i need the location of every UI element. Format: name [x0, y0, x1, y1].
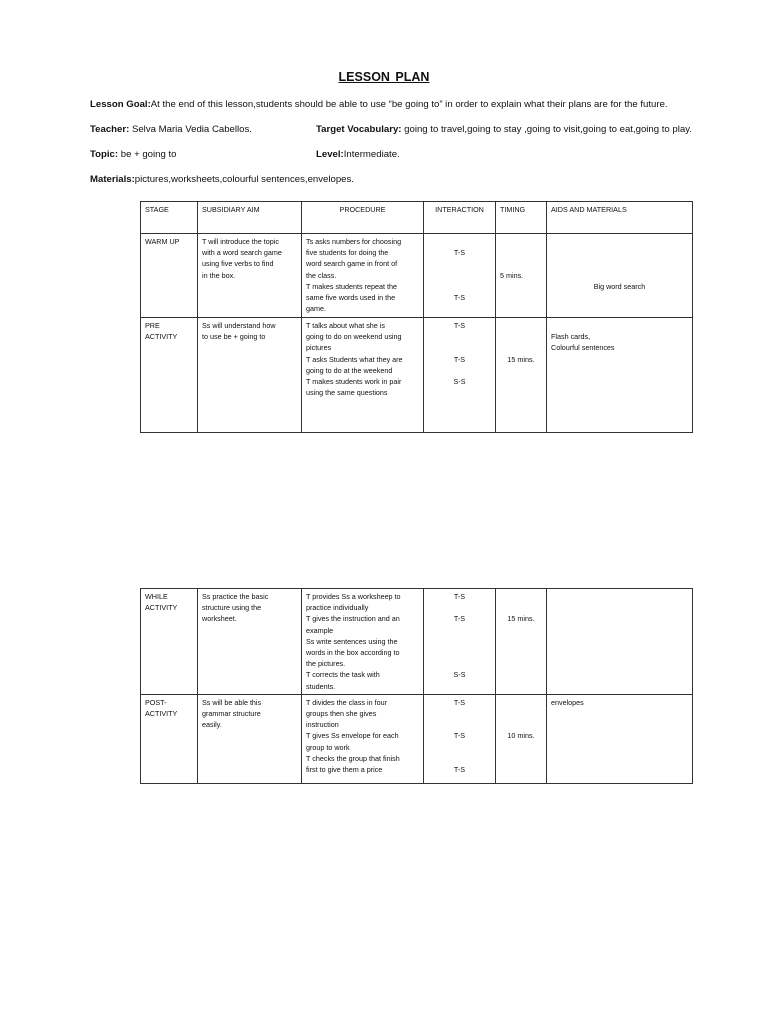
warmup-procedure — [302, 234, 424, 318]
post-aim-line: Ss will be able this — [202, 697, 262, 707]
while-aids — [547, 589, 693, 695]
post-procedure-line: T divides the class in four — [306, 697, 387, 707]
target-vocabulary-label: Target Vocabulary: — [316, 124, 402, 135]
pre-procedure-line: T makes students work in pair — [306, 377, 402, 387]
warmup-procedure-line: game. — [306, 304, 326, 314]
post-aim — [198, 694, 302, 783]
lesson-goal-line — [90, 99, 668, 110]
while-stage-line: ACTIVITY — [145, 603, 178, 613]
warmup-interaction-value: T-S — [453, 248, 466, 258]
page-title: LESSON PLAN — [338, 70, 430, 84]
pre-aids-line: Flash cards, — [551, 332, 591, 342]
post-procedure-line: groups then she gives — [306, 709, 377, 719]
lesson-goal-value: At the end of this lesson,students should be able to use “be going to” in order to explain what their plans are for the future. — [150, 99, 668, 110]
while-interaction-value: S-S — [453, 670, 466, 680]
materials-line — [90, 174, 354, 185]
topic-value: be + going to — [118, 149, 177, 160]
post-interaction — [424, 694, 496, 783]
warmup-stage: WARM UP — [141, 234, 198, 318]
pre-procedure-line: pictures — [306, 343, 332, 353]
header-subsidiary-aim: SUBSIDIARY AIM — [198, 202, 302, 234]
while-aim-line: worksheet. — [202, 614, 237, 624]
topic-label: Topic: — [90, 149, 119, 160]
table-row — [141, 234, 693, 318]
level-line — [316, 149, 400, 160]
post-stage — [141, 694, 198, 783]
teacher-label: Teacher: — [90, 124, 130, 135]
lesson-goal-label: Lesson Goal: — [90, 99, 151, 110]
pre-timing — [496, 318, 547, 433]
while-procedure-line: example — [306, 625, 334, 635]
table-row — [141, 694, 693, 783]
pre-procedure-line: using the same questions — [306, 388, 388, 398]
pre-procedure-line: going to do at the weekend — [306, 365, 393, 375]
header-interaction: INTERACTION — [424, 202, 496, 234]
warmup-timing — [496, 234, 547, 318]
pre-aim-line: Ss will understand how — [202, 321, 276, 330]
pre-procedure-line: T asks Students what they are — [306, 354, 403, 364]
while-procedure-line: the pictures. — [306, 659, 346, 669]
warmup-aids — [547, 234, 693, 318]
header-stage: STAGE — [141, 202, 198, 234]
pre-aim — [198, 318, 302, 433]
pre-interaction-value: T-S — [453, 354, 466, 364]
post-aim-line: grammar structure — [202, 709, 261, 719]
post-timing-value: 10 mins. — [507, 731, 535, 741]
warmup-aim-line: with a word search game — [202, 248, 282, 258]
pre-stage-line: PRE — [145, 321, 160, 330]
teacher-line — [90, 124, 252, 135]
lesson-plan-table-continued — [140, 588, 693, 784]
warmup-procedure-line: Ts asks numbers for choosing — [306, 237, 402, 246]
header-timing: TIMING — [496, 202, 547, 234]
post-procedure-line: group to work — [306, 742, 350, 752]
while-procedure-line: students. — [306, 681, 336, 691]
warmup-aim-line: in the box. — [202, 270, 236, 280]
post-interaction-value: T-S — [453, 764, 466, 774]
materials-value: pictures,worksheets,colourful sentences,envelopes. — [134, 174, 354, 185]
materials-label: Materials: — [90, 174, 135, 185]
post-stage-line: ACTIVITY — [145, 709, 178, 719]
topic-line — [90, 149, 177, 160]
while-procedure-line: practice individually — [306, 603, 369, 613]
warmup-procedure-line: the class. — [306, 270, 337, 280]
while-interaction-value: T-S — [453, 614, 466, 624]
while-aim-line: structure using the — [202, 603, 262, 613]
post-stage-line: POST- — [145, 697, 167, 707]
while-stage — [141, 589, 198, 695]
warmup-interaction — [424, 234, 496, 318]
pre-interaction-value: S-S — [453, 376, 466, 386]
pre-aids-line: Colourful sentences — [551, 343, 615, 353]
while-procedure-line: T provides Ss a worksheep to — [306, 592, 401, 601]
post-aids: envelopes — [547, 694, 693, 783]
warmup-aim-line: using five verbs to find — [202, 259, 274, 269]
table-row — [141, 318, 693, 433]
post-aim-line: easily. — [202, 720, 222, 730]
pre-stage-line: ACTIVITY — [145, 332, 178, 342]
while-procedure — [302, 589, 424, 695]
target-vocabulary-line — [316, 124, 692, 135]
level-value: Intermediate. — [343, 149, 400, 160]
warmup-procedure-line: same five words used in the — [306, 293, 396, 303]
table-header-row — [141, 202, 693, 234]
post-procedure-line: instruction — [306, 720, 339, 730]
lesson-plan-table — [140, 201, 693, 433]
while-procedure-line: words in the box according to — [306, 648, 400, 658]
post-procedure-line: T gives Ss envelope for each — [306, 731, 399, 741]
warmup-interaction-value: T-S — [453, 292, 466, 302]
pre-timing-value: 15 mins. — [507, 354, 535, 364]
pre-procedure-line: T talks about what she is — [306, 321, 385, 330]
while-interaction-value: T-S — [453, 592, 466, 601]
warmup-procedure-line: T makes students repeat the — [306, 281, 397, 291]
warmup-procedure-line: five students for doing the — [306, 248, 389, 258]
while-procedure-line: T corrects the task with — [306, 670, 380, 680]
while-aim-line: Ss practice the basic — [202, 592, 269, 601]
pre-stage — [141, 318, 198, 433]
post-procedure-line: first to give them a price — [306, 765, 383, 775]
target-vocabulary-value: going to travel,going to stay ,going to visit,going to eat,going to play. — [401, 124, 692, 135]
warmup-aim-line: T will introduce the topic — [202, 237, 279, 246]
while-timing-value: 15 mins. — [507, 614, 535, 624]
pre-procedure-line: going to do on weekend using — [306, 332, 402, 342]
while-stage-line: WHILE — [145, 592, 168, 601]
post-timing — [496, 694, 547, 783]
post-procedure — [302, 694, 424, 783]
while-timing — [496, 589, 547, 695]
warmup-aids-value: Big word search — [593, 281, 646, 291]
pre-aids — [547, 318, 693, 433]
while-procedure-line: T gives the instruction and an — [306, 614, 400, 624]
while-interaction — [424, 589, 496, 695]
pre-aim-line: to use be + going to — [202, 332, 266, 342]
header-aids-materials: AIDS AND MATERIALS — [547, 202, 693, 234]
pre-interaction-value: T-S — [453, 321, 466, 330]
warmup-procedure-line: word search game in front of — [306, 259, 398, 269]
warmup-aim — [198, 234, 302, 318]
warmup-timing-value: 5 mins. — [500, 270, 524, 280]
level-label: Level: — [316, 149, 344, 160]
pre-interaction — [424, 318, 496, 433]
table-row — [141, 589, 693, 695]
teacher-value: Selva Maria Vedia Cabellos. — [129, 124, 252, 135]
post-interaction-value: T-S — [453, 697, 466, 707]
post-procedure-line: T checks the group that finish — [306, 753, 400, 763]
pre-procedure — [302, 318, 424, 433]
header-procedure: PROCEDURE — [302, 202, 424, 234]
post-interaction-value: T-S — [453, 731, 466, 741]
while-procedure-line: Ss write sentences using the — [306, 636, 398, 646]
while-aim — [198, 589, 302, 695]
